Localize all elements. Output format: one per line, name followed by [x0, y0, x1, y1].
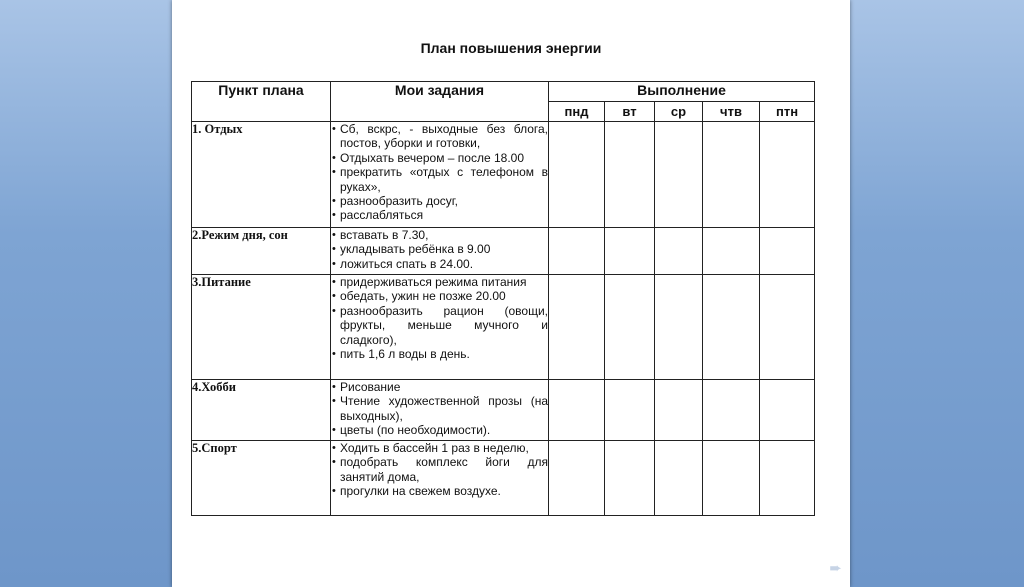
completion-cell-thu[interactable]	[703, 228, 760, 275]
completion-cell-tue[interactable]	[605, 441, 655, 516]
completion-cell-fri[interactable]	[760, 275, 815, 380]
row-item-label: 3.Питание	[192, 275, 331, 380]
row-item-label: 1. Отдых	[192, 122, 331, 228]
completion-cell-thu[interactable]	[703, 275, 760, 380]
completion-cell-tue[interactable]	[605, 228, 655, 275]
page-title: План повышения энергии	[420, 40, 602, 56]
completion-cell-fri[interactable]	[760, 380, 815, 441]
task-item: • прогулки на свежем воздухе.	[331, 484, 548, 498]
table-row	[192, 275, 815, 380]
completion-cell-fri[interactable]	[760, 122, 815, 228]
header-day-thu: чтв	[703, 102, 760, 122]
task-item: • Рисование	[331, 380, 548, 394]
completion-cell-wed[interactable]	[655, 380, 703, 441]
task-item: • Ходить в бассейн 1 раз в неделю,	[331, 441, 548, 455]
task-item: • расслабляться	[331, 208, 548, 222]
task-item: • Отдыхать вечером – после 18.00	[331, 151, 548, 165]
completion-cell-thu[interactable]	[703, 380, 760, 441]
completion-cell-wed[interactable]	[655, 275, 703, 380]
completion-cell-mon[interactable]	[549, 228, 605, 275]
completion-cell-thu[interactable]	[703, 122, 760, 228]
header-completion: Выполнение	[549, 82, 815, 102]
table-row	[192, 441, 815, 516]
row-tasks	[331, 441, 549, 516]
row-tasks	[331, 275, 549, 380]
completion-cell-mon[interactable]	[549, 275, 605, 380]
row-tasks	[331, 228, 549, 275]
row-tasks	[331, 122, 549, 228]
task-item: • пить 1,6 л воды в день.	[331, 347, 548, 361]
completion-cell-thu[interactable]	[703, 441, 760, 516]
row-item-label: 4.Хобби	[192, 380, 331, 441]
table-row	[192, 380, 815, 441]
task-item: • Чтение художественной прозы (на выходных),	[331, 394, 548, 423]
document-page	[172, 0, 850, 587]
completion-cell-fri[interactable]	[760, 441, 815, 516]
row-tasks	[331, 380, 549, 441]
completion-cell-wed[interactable]	[655, 122, 703, 228]
completion-cell-mon[interactable]	[549, 441, 605, 516]
completion-cell-tue[interactable]	[605, 380, 655, 441]
arrow-right-icon[interactable]: ➨	[829, 560, 842, 577]
completion-cell-tue[interactable]	[605, 275, 655, 380]
task-item: • обедать, ужин не позже 20.00	[331, 289, 548, 303]
header-day-wed: ср	[655, 102, 703, 122]
task-item: • разнообразить досуг,	[331, 194, 548, 208]
completion-cell-wed[interactable]	[655, 228, 703, 275]
task-item: • укладывать ребёнка в 9.00	[331, 242, 548, 256]
header-day-fri: птн	[760, 102, 815, 122]
completion-cell-fri[interactable]	[760, 228, 815, 275]
row-item-label: 2.Режим дня, сон	[192, 228, 331, 275]
header-item: Пункт плана	[192, 82, 331, 122]
task-item: • разнообразить рацион (овощи, фрукты, меньше мучного и сладкого),	[331, 304, 548, 347]
task-item: • цветы (по необходимости).	[331, 423, 548, 437]
table-row	[192, 228, 815, 275]
completion-cell-mon[interactable]	[549, 122, 605, 228]
completion-cell-wed[interactable]	[655, 441, 703, 516]
plan-table	[191, 81, 815, 516]
task-item: • прекратить «отдых с телефоном в руках»,	[331, 165, 548, 194]
table-row	[192, 122, 815, 228]
header-day-tue: вт	[605, 102, 655, 122]
header-tasks: Мои задания	[331, 82, 549, 122]
header-day-mon: пнд	[549, 102, 605, 122]
task-item: • подобрать комплекс йоги для занятий дома,	[331, 455, 548, 484]
completion-cell-mon[interactable]	[549, 380, 605, 441]
task-item: • вставать в 7.30,	[331, 228, 548, 242]
task-item: • Сб, вскрс, - выходные без блога, постов, уборки и готовки,	[331, 122, 548, 151]
completion-cell-tue[interactable]	[605, 122, 655, 228]
task-item: • ложиться спать в 24.00.	[331, 257, 548, 271]
task-item: • придерживаться режима питания	[331, 275, 548, 289]
row-item-label: 5.Спорт	[192, 441, 331, 516]
